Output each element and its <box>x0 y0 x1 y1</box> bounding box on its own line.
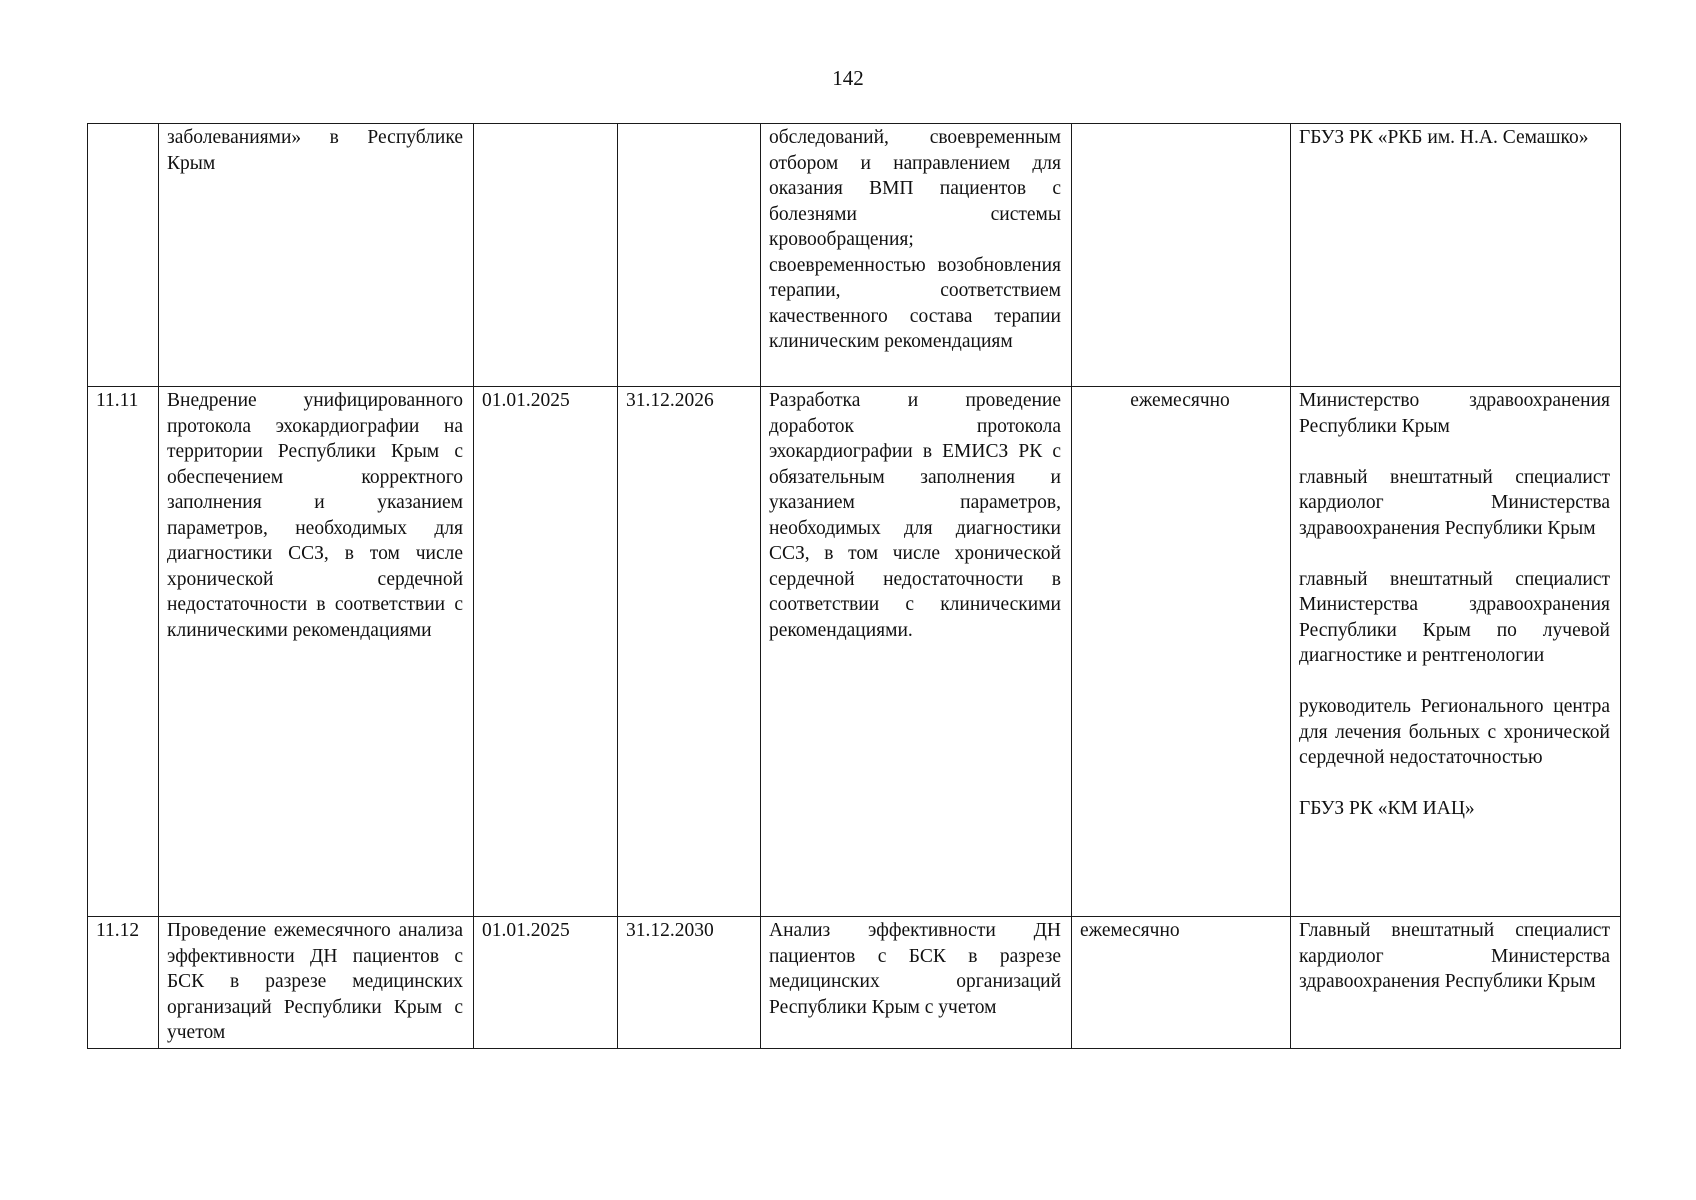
frequency-cell: ежемесячно <box>1072 387 1291 917</box>
responsible-party: ГБУЗ РК «КМ ИАЦ» <box>1299 798 1475 819</box>
responsible-party: руководитель Регионального центра для лечения больных с хронической сердечной недостаточностью <box>1299 696 1610 768</box>
table-row <box>88 124 1621 387</box>
responsible-party: ГБУЗ РК «РКБ им. Н.А. Семашко» <box>1299 127 1589 148</box>
result-text: обследований, своевременным отбором и направлением для оказания ВМП пациентов с болезнями системы кровообращения; своевременностью возобновления терапии, соответствием качественного состава терапии клиническим рекомендациям <box>769 127 1061 352</box>
activity-name-cell <box>159 387 474 917</box>
responsible-party: Главный внештатный специалист кардиолог Министерства здравоохранения Республики Крым <box>1299 920 1610 992</box>
row-number-cell <box>88 124 159 387</box>
page-number: 142 <box>832 66 864 90</box>
activity-name-cell <box>159 917 474 1049</box>
activity-name-cell <box>159 124 474 387</box>
responsible-cell <box>1291 917 1621 1049</box>
start-date-cell: 01.01.2025 <box>474 387 618 917</box>
responsible-cell <box>1291 387 1621 917</box>
result-cell <box>761 387 1072 917</box>
activity-name: Внедрение унифицированного протокола эхокардиографии на территории Республики Крым с обеспечением корректного заполнения и указанием параметров, необходимых для диагностики ССЗ, в том числе хронической сердечной недостаточности в соответствии с клиническими рекомендациями <box>167 390 463 641</box>
result-cell <box>761 917 1072 1049</box>
activities-table <box>87 123 1621 1049</box>
result-text: Разработка и проведение доработок протокола эхокардиографии в ЕМИСЗ РК с обязательным заполнения и указанием параметров, необходимых для диагностики ССЗ, в том числе хронической сердечной недостаточности в соответствии с клиническими рекомендациями. <box>769 390 1061 641</box>
responsible-party: Министерство здравоохранения Республики Крым <box>1299 390 1610 437</box>
activity-name: Проведение ежемесячного анализа эффективности ДН пациентов с БСК в разрезе медицинских организаций Республики Крым с учетом <box>167 920 463 1043</box>
end-date-cell <box>618 124 761 387</box>
activity-name: заболеваниями» в Республике Крым <box>167 127 463 174</box>
responsible-party: главный внештатный специалист кардиолог Министерства здравоохранения Республики Крым <box>1299 466 1610 539</box>
start-date-cell <box>474 124 618 387</box>
end-date-cell: 31.12.2030 <box>618 917 761 1049</box>
result-text: Анализ эффективности ДН пациентов с БСК в разрезе медицинских организаций Республики Крым с учетом <box>769 920 1061 1018</box>
responsible-party: главный внештатный специалист Министерства здравоохранения Республики Крым по лучевой диагностике и рентгенологии <box>1299 568 1610 666</box>
row-number-cell: 11.12 <box>88 917 159 1049</box>
responsible-cell <box>1291 124 1621 387</box>
frequency-cell: ежемесячно <box>1072 917 1291 1049</box>
row-number-cell: 11.11 <box>88 387 159 917</box>
frequency-cell <box>1072 124 1291 387</box>
result-cell <box>761 124 1072 387</box>
start-date-cell: 01.01.2025 <box>474 917 618 1049</box>
table-row <box>88 917 1621 1049</box>
table-row <box>88 387 1621 917</box>
end-date-cell: 31.12.2026 <box>618 387 761 917</box>
